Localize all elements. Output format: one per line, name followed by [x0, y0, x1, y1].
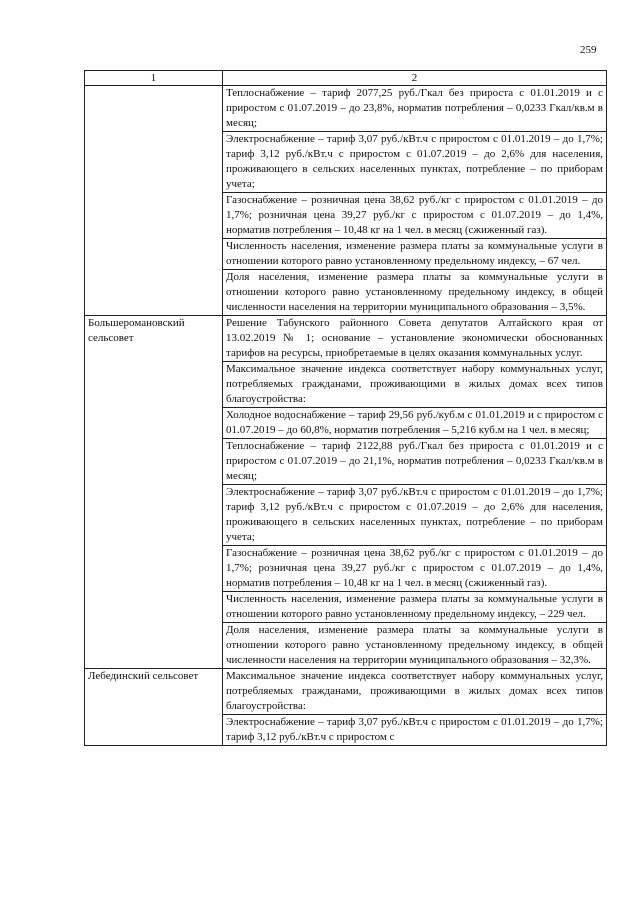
content-paragraph: Численность населения, изменение размера платы за коммунальные услуги в отношении которого равно установленному предельному индексу, – 229 чел. [226, 593, 603, 620]
table-header-row [85, 71, 607, 86]
municipality-name: Большеромановский сельсовет [85, 316, 223, 669]
content-paragraph: Максимальное значение индекса соответствует набору коммунальных услуг, потребляемых гражданами, проживающими в жилых домах всех типов благоустройства: [226, 670, 603, 712]
content-paragraph: Электроснабжение – тариф 3,07 руб./кВт.ч с приростом с 01.01.2019 – до 1,7%; тариф 3,12 руб./кВт.ч с приростом с 01.07.2019 – до 2,6% для населения, проживающего в сельских населенных пунктах, потребление – по приборам учета; [226, 486, 603, 543]
content-paragraph: Электроснабжение – тариф 3,07 руб./кВт.ч с приростом с 01.01.2019 – до 1,7%; тариф 3,12 руб./кВт.ч с приростом с 01.07.2019 – до 2,6% для населения, проживающего в сельских населенных пунктах, потребление – по приборам учета; [226, 133, 603, 190]
municipality-name: Лебединский сельсовет [85, 669, 223, 746]
table-row [85, 669, 607, 746]
page-number: 259 [580, 44, 597, 56]
content-paragraph: Газоснабжение – розничная цена 38,62 руб./кг с приростом с 01.01.2019 – до 1,7%; розничная цена 39,27 руб./кг с приростом с 01.07.2019 – до 1,4%, норматив потребления – 10,48 кг на 1 чел. в месяц (сжиженный газ). [226, 547, 603, 589]
content-paragraph: Теплоснабжение – тариф 2077,25 руб./Гкал без прироста с 01.01.2019 и с приростом с 01.07.2019 – до 23,8%, норматив потребления – 0,0233 Гкал/кв.м в месяц; [226, 87, 603, 129]
content-paragraph: Решение Табунского районного Совета депутатов Алтайского края от 13.02.2019 № 1; основание – установление экономически обоснованных тарифов на ресурсы, приобретаемые в целях оказания коммунальных услуг. [226, 317, 603, 359]
row-content [223, 316, 607, 669]
table-row [85, 86, 607, 316]
column-header-2: 2 [223, 71, 607, 86]
content-paragraph: Максимальное значение индекса соответствует набору коммунальных услуг, потребляемых гражданами, проживающими в жилых домах всех типов благоустройства: [226, 363, 603, 405]
content-paragraph: Холодное водоснабжение – тариф 29,56 руб./куб.м с 01.01.2019 и с приростом с 01.07.2019 – до 60,8%, норматив потребления – 5,216 куб.м на 1 чел. в месяц; [226, 409, 603, 436]
table-row [85, 316, 607, 669]
content-paragraph: Газоснабжение – розничная цена 38,62 руб./кг с приростом с 01.01.2019 – до 1,7%; розничная цена 39,27 руб./кг с приростом с 01.07.2019 – до 1,4%, норматив потребления – 10,48 кг на 1 чел. в месяц (сжиженный газ). [226, 194, 603, 236]
column-header-1: 1 [85, 71, 223, 86]
content-paragraph: Электроснабжение – тариф 3,07 руб./кВт.ч с приростом с 01.01.2019 – до 1,7%; тариф 3,12 руб./кВт.ч с приростом с [226, 716, 603, 743]
row-content [223, 86, 607, 316]
document-table [84, 70, 607, 746]
row-content [223, 669, 607, 746]
content-paragraph: Теплоснабжение – тариф 2122,88 руб./Гкал без прироста с 01.01.2019 и с приростом с 01.07.2019 – до 21,1%, норматив потребления – 0,0233 Гкал/кв.м в месяц; [226, 440, 603, 482]
municipality-name [85, 86, 223, 316]
content-paragraph: Численность населения, изменение размера платы за коммунальные услуги в отношении которого равно установленному предельному индексу, – 67 чел. [226, 240, 603, 267]
content-paragraph: Доля населения, изменение размера платы за коммунальные услуги в отношении которого равно установленному предельному индексу, в общей численности населения на территории муниципального образования – 3,5%. [226, 271, 603, 313]
content-paragraph: Доля населения, изменение размера платы за коммунальные услуги в отношении которого равно установленному предельному индексу, в общей численности населения на территории муниципального образования – 32,3%. [226, 624, 603, 666]
